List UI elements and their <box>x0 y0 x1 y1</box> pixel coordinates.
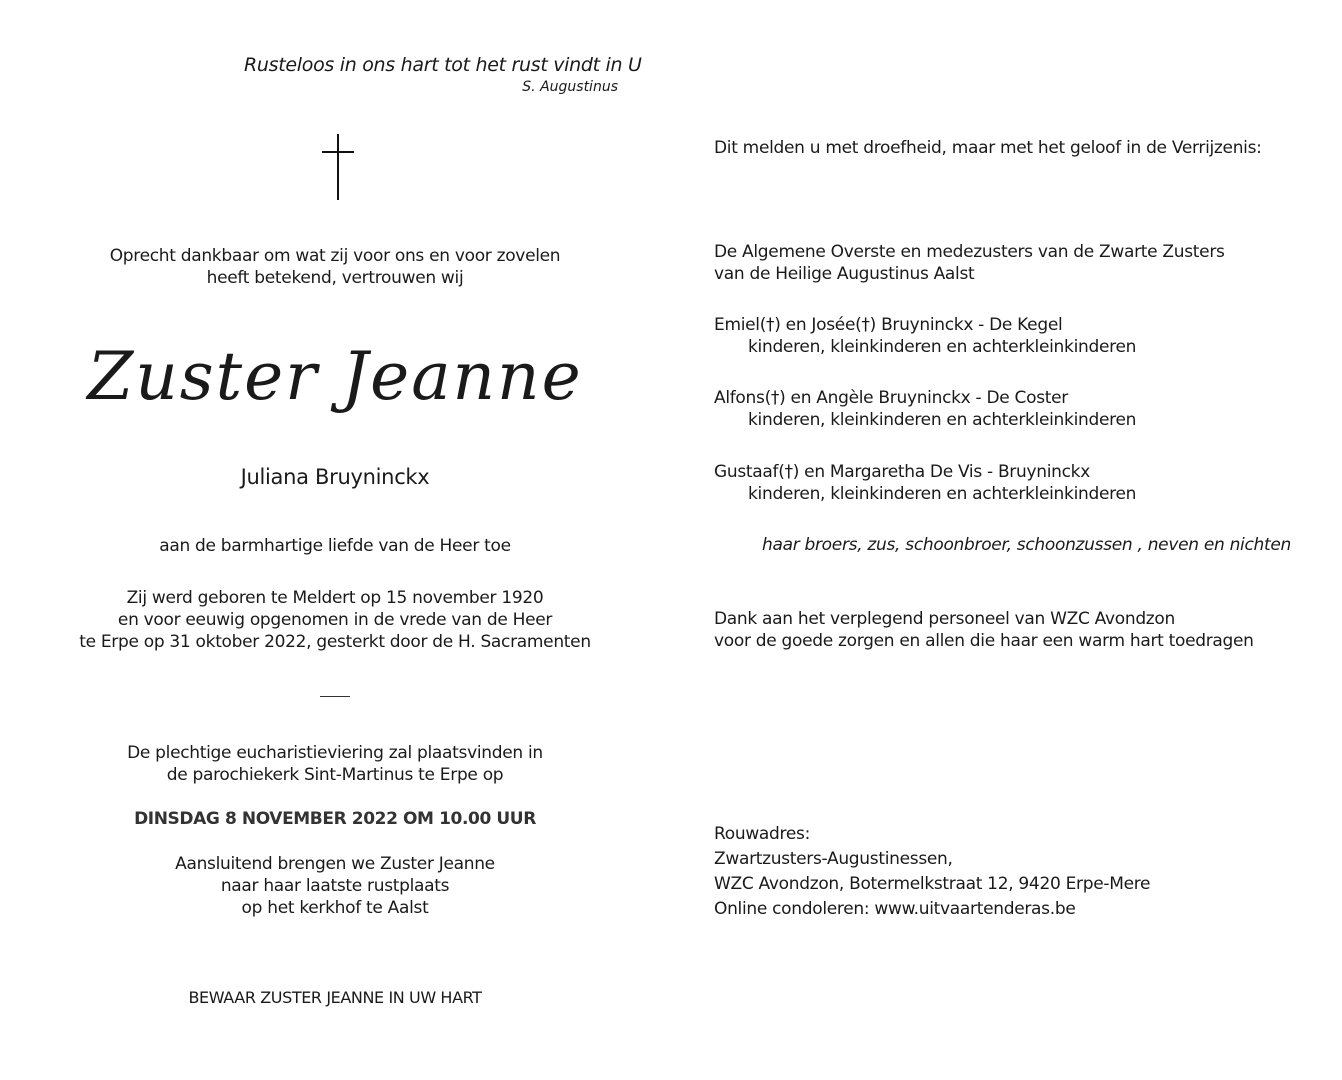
announce-text: Dit melden u met droefheid, maar met het geloof in de Verrijzenis: <box>714 138 1262 158</box>
quote-author: S. Augustinus <box>522 79 618 95</box>
birth-text: Zij werd geboren te Meldert op 15 november 1920 en voor eeuwig opgenomen in de vrede van de Heer te Erpe op 31 oktober 2022, gesterkt door de H. Sacramenten <box>79 588 591 652</box>
family-entry: Gustaaf(†) en Margaretha De Vis - Bruyninckx kinderen, kleinkinderen en achterkleinkinderen <box>714 462 1137 504</box>
cross-icon <box>322 134 354 200</box>
full-name: Juliana Bruyninckx <box>240 465 430 489</box>
ceremony-text: De plechtige eucharistieviering zal plaatsvinden in de parochiekerk Sint-Martinus te Erpe op <box>127 743 543 785</box>
quote: Rusteloos in ons hart tot het rust vindt in U <box>244 54 642 76</box>
intro-text: Oprecht dankbaar om wat zij voor ons en voor zovelen heeft betekend, vertrouwen wij <box>109 246 561 288</box>
commend-text: aan de barmhartige liefde van de Heer toe <box>159 536 511 556</box>
family-entry: Emiel(†) en Josée(†) Bruyninckx - De Kegel kinderen, kleinkinderen en achterkleinkinderen <box>714 315 1137 357</box>
name-script: Zuster Jeanne <box>87 338 583 415</box>
order-text: De Algemene Overste en medezusters van de Zwarte Zusters van de Heilige Augustinus Aalst <box>714 242 1225 284</box>
burial-text: Aansluitend brengen we Zuster Jeanne naar haar laatste rustplaats op het kerkhof te Aalst <box>175 854 495 918</box>
ceremony-date: DINSDAG 8 NOVEMBER 2022 OM 10.00 UUR <box>134 809 536 829</box>
relatives-text: haar broers, zus, schoonbroer, schoonzussen , neven en nichten <box>762 535 1291 555</box>
address-block: Rouwadres: Zwartzusters-Augustinessen, WZC Avondzon, Botermelkstraat 12, 9420 Erpe-Mere Online condoleren: www.uitvaartenderas.be <box>714 824 1151 919</box>
family-entry: Alfons(†) en Angèle Bruyninckx - De Coster kinderen, kleinkinderen en achterkleinkinderen <box>714 388 1137 430</box>
thanks-text: Dank aan het verplegend personeel van WZC Avondzon voor de goede zorgen en allen die haar een warm hart toedragen <box>714 609 1254 651</box>
divider <box>320 696 350 697</box>
footer-text: BEWAAR ZUSTER JEANNE IN UW HART <box>188 988 482 1007</box>
